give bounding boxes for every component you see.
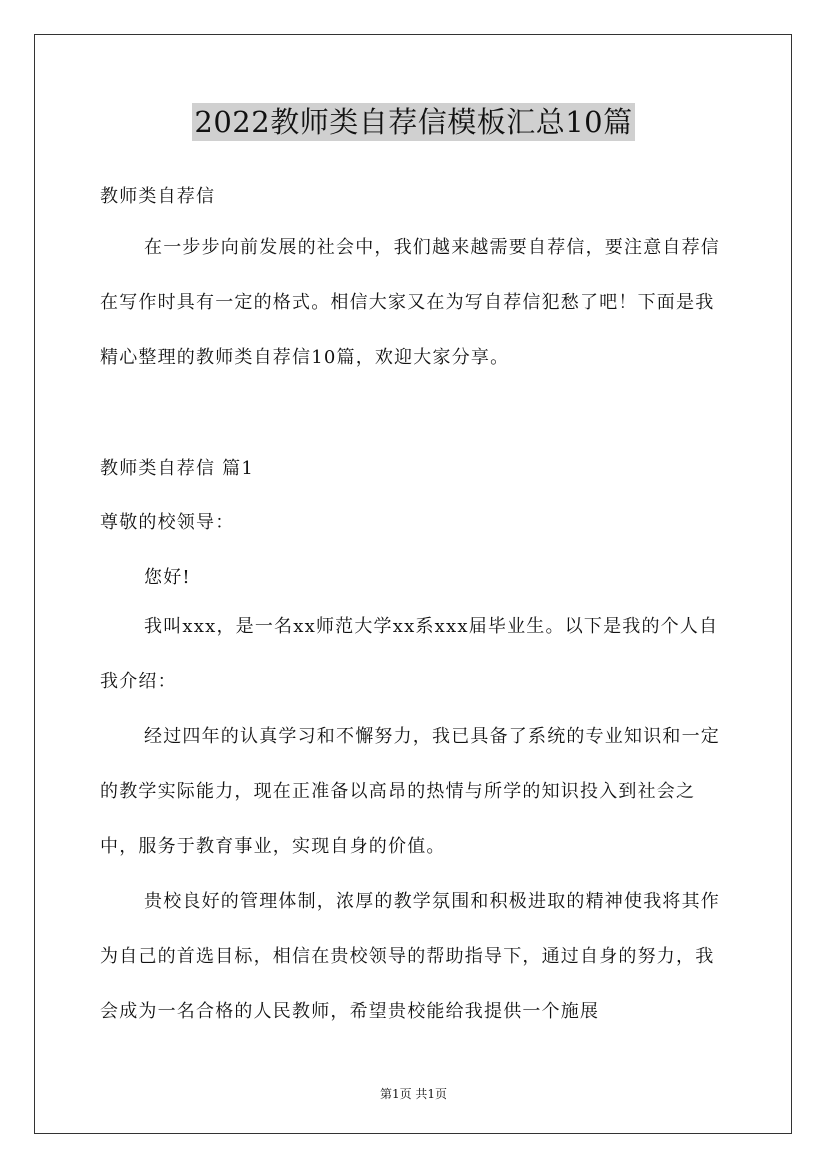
page-number-label: 第1页 共1页 (379, 1087, 448, 1101)
salutation: 尊敬的校领导： (100, 512, 235, 533)
section-heading: 教师类自荐信 篇1 (100, 458, 254, 479)
page-footer (0, 1085, 827, 1102)
intro-paragraph: 在一步步向前发展的社会中，我们越来越需要自荐信，要注意自荐信在写作时具有一定的格式。相信大家又在为写自荐信犯愁了吧！下面是我精心整理的教师类自荐信10篇，欢迎大家分享。 (100, 237, 720, 368)
subtitle: 教师类自荐信 (100, 186, 216, 207)
body-paragraph-3: 贵校良好的管理体制，浓厚的教学氛围和积极进取的精神使我将其作为自己的首选目标，相信在贵校领导的帮助指导下，通过自身的努力，我会成为一名合格的人民教师，希望贵校能给我提供一个施展 (100, 891, 720, 1022)
document-title-wrap (0, 100, 827, 141)
body-paragraph-1: 我叫xxx，是一名xx师范大学xx系xxx届毕业生。以下是我的个人自我介绍： (100, 616, 719, 692)
document-title: 2022教师类自荐信模板汇总10篇 (194, 105, 633, 139)
body-paragraph-2: 经过四年的认真学习和不懈努力，我已具备了系统的专业知识和一定的教学实际能力，现在正准备以高昂的热情与所学的知识投入到社会之中，服务于教育事业，实现自身的价值。 (100, 726, 720, 857)
greeting: 您好! (144, 567, 191, 588)
